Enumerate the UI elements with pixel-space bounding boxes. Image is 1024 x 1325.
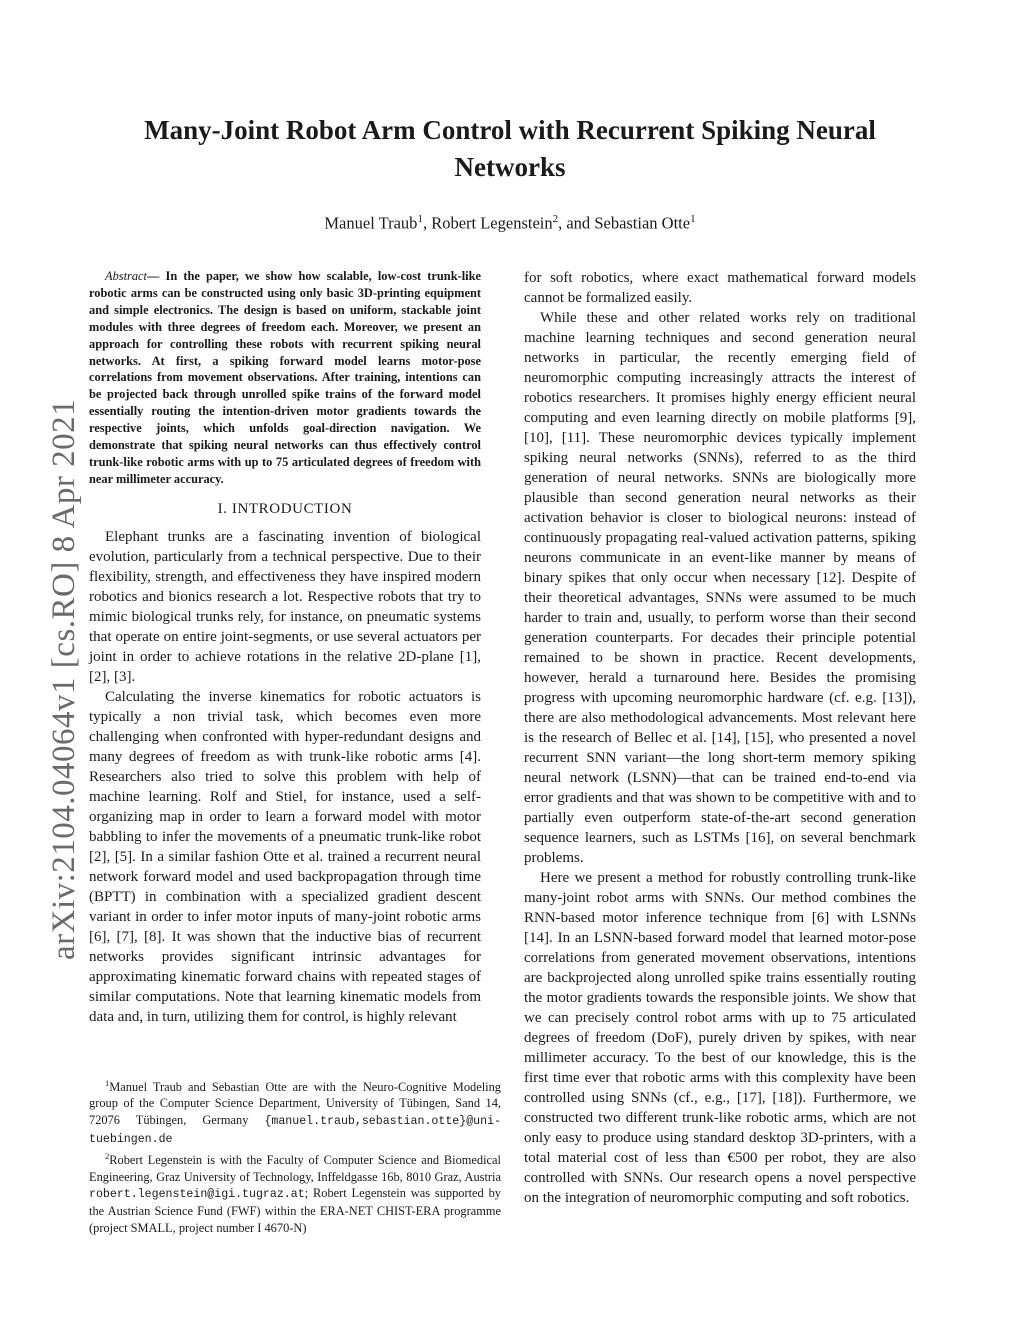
author-separator: , and — [558, 213, 595, 233]
abstract-label: Abstract — [105, 269, 147, 283]
abstract — [89, 268, 481, 488]
footnote-mark: 2 — [105, 1151, 110, 1162]
footnote-text: Robert Legenstein is with the Faculty of Computer Science and Biomedical Engineering, Graz University of Technology, Inffeldgasse 16b, 8010 Graz, Austria — [89, 1153, 501, 1184]
footnote-text: ; Robert Legenstein was supported by the Austrian Science Fund (FWF) within the ERA-NET CHIST-ERA programme (project SMALL, project number I 4670-N) — [89, 1186, 501, 1235]
author-affiliation-mark: 1 — [417, 213, 423, 225]
footnote-email: robert.legenstein@igi.tugraz.at — [89, 1188, 305, 1202]
footnote-text: Manuel Traub and Sebastian Otte are with the Neuro-Cognitive Modeling group of the Computer Science Department, University of Tübingen, Sand 14, 72076 Tübingen, Germany — [89, 1080, 501, 1127]
author-separator: , — [422, 213, 432, 233]
author-name: Sebastian Otte — [594, 213, 691, 233]
paragraph-continued: for soft robotics, where exact mathematical forward models cannot be formalized easily. — [524, 270, 916, 306]
abstract-dash: — — [147, 269, 166, 283]
paragraph: Elephant trunks are a fascinating invention of biological evolution, particularly from a technical perspective. Due to their flexibility, strength, and effectiveness they have inspired modern robotics and bionics research a lot. Respective robots that try to mimic biological trunks rely, for instance, on pneumatic systems that operate on entire joint-segments, or use several actuators per joint in order to achieve rotations in the relative 2D-plane [1], [2], [3]. — [89, 528, 481, 685]
footnote-email: {manuel.traub,sebastian.otte}@uni-tuebingen.de — [89, 1114, 501, 1147]
author-name: Manuel Traub — [324, 213, 418, 233]
author-affiliation-mark: 2 — [552, 213, 559, 225]
paragraph: Here we present a method for robustly controlling trunk-like many-joint robot arms with SNNs. Our method combines the RNN-based motor inference technique from [6] with LSNNs [14]. In an LSNN-based forward model that learned motor-pose correlations from generated movement observations, intentions are backprojected along unrolled spike trains essentially routing the motor gradients towards the responsible joints. We show that we can precisely control robot arms with up to 75 articulated degrees of freedom (DoF), purely driven by spikes, with near millimeter accuracy. To the best of our knowledge, this is the first time ever that robotic arms with this complexity have been controlled using SNNs (cf., e.g., [17], [18]). Furthermore, we constructed two different trunk-like robotic arms, which are not only easy to produce using standard desktop 3D-printers, with a total material cost of less than €500 per robot, they are also controlled with SNNs. Our research opens a novel perspective on the integration of neuromorphic computing and soft robotics. — [524, 870, 916, 1206]
author-list — [110, 208, 910, 235]
arxiv-identifier-text: arXiv:2104.04064v1 [cs.RO] 8 Apr 2021 — [46, 398, 82, 960]
footnote — [89, 1148, 501, 1236]
abstract-text: In the paper, we show how scalable, low-cost trunk-like robotic arms can be constructed using only basic 3D-printing equipment and simple electronics. The design is based on uniform, stackable joint modules with three degrees of freedom each. Moreover, we present an approach for controlling these robots with recurrent spiking neural networks. At first, a spiking forward model learns motor-pose correlations from movement observations. After training, intentions can be projected back through unrolled spike trains of the forward model essentially routing the intention-driven motor gradients towards the respective joints, which unfolds goal-direction navigation. We demonstrate that spiking neural networks can thus effectively control trunk-like robotic arms with up to 75 articulated degrees of freedom with near millimeter accuracy. — [89, 269, 481, 486]
right-column — [524, 268, 916, 1208]
footnote — [89, 1075, 501, 1148]
author-name: Robert Legenstein — [431, 213, 553, 233]
paragraph: While these and other related works rely on traditional machine learning techniques and second generation neural networks in particular, the recently emerging field of neuromorphic computing increasingly attracts the interest of robotics researchers. It promises highly energy efficient neural computing and even learning directly on mobile platforms [9], [10], [11]. These neuromorphic devices typically implement spiking neural networks (SNNs), referred to as the third generation of neural networks. SNNs are biologically more plausible than second generation neural networks as their activation behavior is closer to biological neurons: instead of continuously propagating real-valued activation patterns, spiking neurons communicate in an event-like manner by means of binary spikes that only occur when necessary [12]. Despite of their theoretical advantages, SNNs were assumed to be much harder to train and, usually, to perform worse than their second generation counterparts. For decades their principle potential remained to be shown in practice. Recent developments, however, herald a turnaround here. Besides the promising progress with upcoming neuromorphic hardware (cf. e.g. [13]), there are also methodological advancements. Most relevant here is the research of Bellec et al. [14], [15], who presented a novel recurrent SNN variant—the long short-term memory spiking neural network (LSNN)—that can be trained end-to-end via error gradients and that was shown to be competitive with and to partially even outperform state-of-the-art second generation sequence learners, such as LSTMs [16], on several benchmark problems. — [524, 310, 916, 866]
section-heading: I. INTRODUCTION — [217, 500, 353, 517]
footnotes — [89, 1075, 501, 1236]
paper-title: Many-Joint Robot Arm Control with Recurrent Spiking Neural Networks — [144, 115, 876, 182]
footnote-mark: 1 — [105, 1078, 110, 1088]
paragraph: Calculating the inverse kinematics for robotic actuators is typically a non trivial task, which becomes even more challenging when confronted with hyper-redundant designs and many degrees of freedom as with trunk-like robotic arms [4]. Researchers also tried to solve this problem with help of machine learning. Rolf and Stiel, for instance, used a self-organizing map in order to learn a forward model with motor babbling to infer the movements of a pneumatic trunk-like robot [2], [5]. In a similar fashion Otte et al. trained a recurrent neural network forward model and used backpropagation through time (BPTT) in combination with a specialized gradient descent variant in order to infer motor inputs of many-joint robotic arms [6], [7], [8]. It was shown that the inductive bias of recurrent networks provides significant intrinsic advantages for approximating kinematic forward chains with repeated stages of similar computations. Note that learning kinematic models from data and, in turn, utilizing them for control, is highly relevant — [89, 688, 481, 1025]
left-column — [89, 268, 481, 1027]
author-affiliation-mark: 1 — [690, 213, 696, 225]
